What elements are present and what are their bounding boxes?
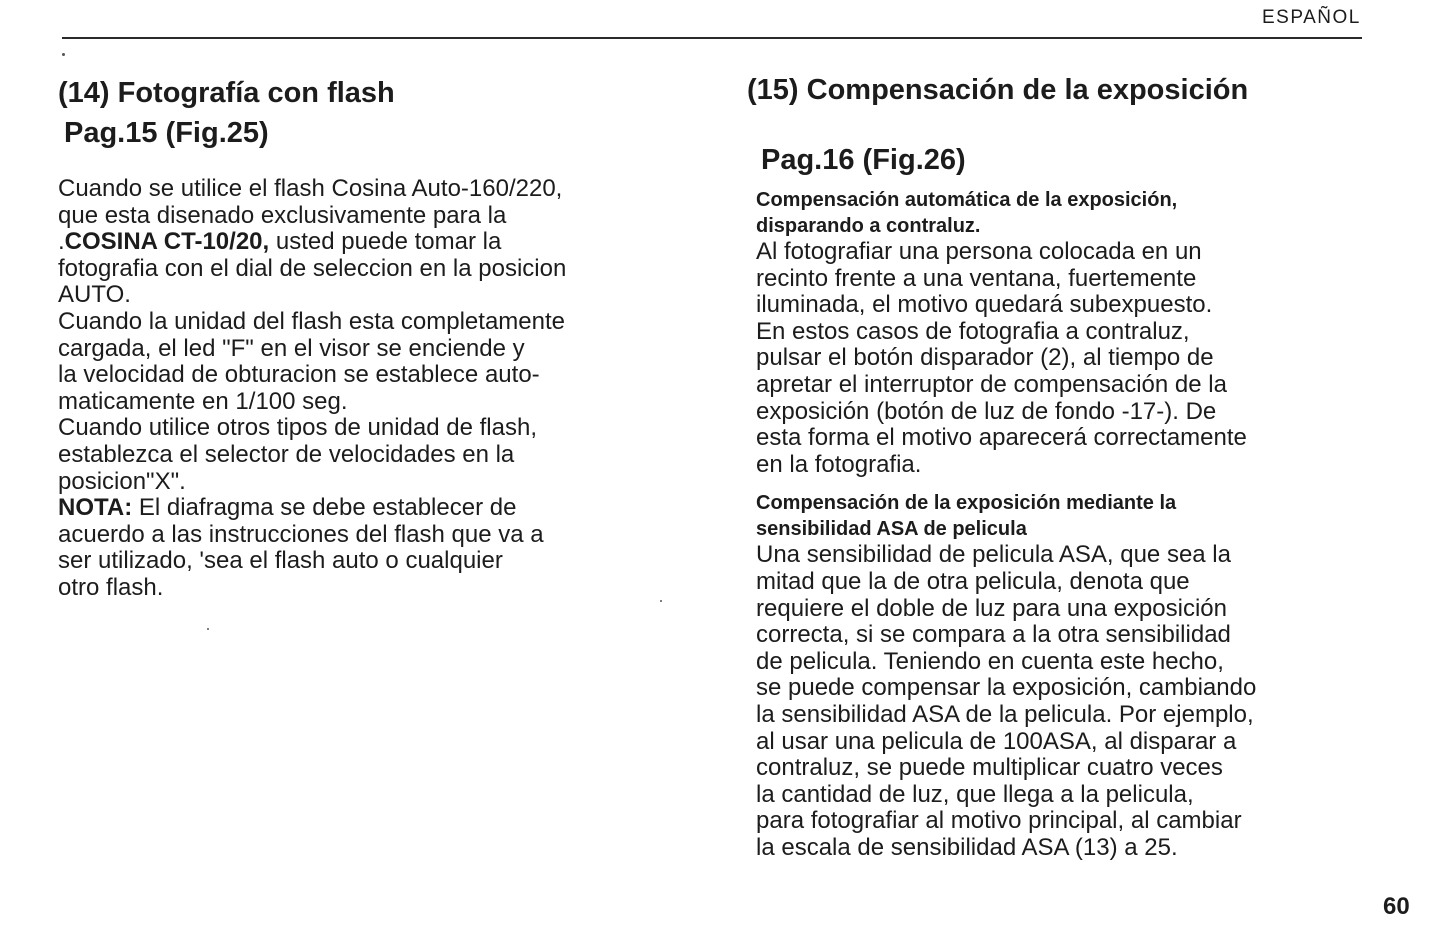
line-text: Cuando la unidad del flash esta completamente xyxy=(58,307,565,335)
text-line: la sensibilidad ASA de la pelicula. Por ejemplo, xyxy=(756,700,1254,728)
text-line: de pelicula. Teniendo en cuenta este hecho, xyxy=(756,647,1224,675)
text-line: mitad que la de otra pelicula, denota que xyxy=(756,567,1190,595)
language-label: ESPAÑOL xyxy=(1262,7,1361,28)
text-line xyxy=(58,415,708,442)
section-title: (14) Fotografía con flash xyxy=(58,77,395,109)
bold-term: NOTA: xyxy=(58,494,133,522)
scan-speck xyxy=(62,53,65,56)
section-title: (15) Compensación de la exposición xyxy=(747,74,1249,106)
text-line: esta forma el motivo aparecerá correctamente xyxy=(756,424,1247,452)
line-text: otro flash. xyxy=(58,573,164,601)
page-number: 60 xyxy=(1383,893,1410,920)
text-line: para fotografiar al motivo principal, al cambiar xyxy=(756,807,1242,835)
text-line xyxy=(58,256,708,283)
text-line: la escala de sensibilidad ASA (13) a 25. xyxy=(756,833,1178,861)
text-line xyxy=(58,495,708,522)
line-text: acuerdo a las instrucciones del flash que va a xyxy=(58,520,544,548)
subheading-line: Compensación de la exposición mediante la xyxy=(756,492,1177,515)
subheading-asa xyxy=(756,490,1396,542)
line-text: la velocidad de obturacion se establece auto- xyxy=(58,361,540,389)
bold-term: COSINA CT-10/20, xyxy=(64,228,270,256)
flash-body-text xyxy=(58,176,708,602)
text-line xyxy=(58,362,708,389)
text-line: correcta, si se compara a la otra sensibilidad xyxy=(756,621,1231,649)
text-line: Una sensibilidad de pelicula ASA, que sea la xyxy=(756,541,1231,569)
line-prefix: . xyxy=(58,228,65,256)
text-line xyxy=(58,522,708,549)
text-line xyxy=(58,176,708,203)
line-text: maticamente en 1/100 seg. xyxy=(58,387,348,415)
text-line: al usar una pelicula de 100ASA, al disparar a xyxy=(756,727,1237,755)
subheading-backlight xyxy=(756,187,1396,239)
line-text: AUTO. xyxy=(58,281,131,309)
line-text: Cuando se utilice el flash Cosina Auto-160/220, xyxy=(58,175,563,202)
backlight-body-text xyxy=(756,239,1396,478)
page-reference: Pag.16 (Fig.26) xyxy=(761,144,966,176)
text-line xyxy=(58,282,708,309)
header-rule xyxy=(62,37,1362,39)
text-line xyxy=(58,442,708,469)
text-line: requiere el doble de luz para una exposición xyxy=(756,594,1227,622)
text-line xyxy=(58,309,708,336)
text-line: recinto frente a una ventana, fuertemente xyxy=(756,264,1197,292)
text-line: en la fotografia. xyxy=(756,450,922,478)
page-reference: Pag.15 (Fig.25) xyxy=(64,117,269,149)
subheading-line: sensibilidad ASA de pelicula xyxy=(756,518,1027,541)
line-text: fotografia con el dial de seleccion en la posicion xyxy=(58,254,567,282)
section-exposure xyxy=(747,70,1396,861)
text-line: exposición (botón de luz de fondo -17-). De xyxy=(756,397,1217,425)
text-line: pulsar el botón disparador (2), al tiempo de xyxy=(756,344,1214,372)
text-line xyxy=(58,229,708,256)
text-line: En estos casos de fotografia a contraluz, xyxy=(756,317,1190,345)
text-line xyxy=(58,389,708,416)
text-line: Al fotografiar una persona colocada en un xyxy=(756,238,1202,265)
subheading-line: disparando a contraluz. xyxy=(756,215,981,237)
line-text: usted puede tomar la xyxy=(269,228,502,256)
section-flash xyxy=(58,73,708,602)
text-line: contraluz, se puede multiplicar cuatro veces xyxy=(756,754,1223,782)
text-line: apretar el interruptor de compensación de la xyxy=(756,370,1227,398)
line-text: que esta disenado exclusivamente para la xyxy=(58,201,507,229)
line-text: El diafragma se debe establecer de xyxy=(132,494,517,522)
line-text: ser utilizado, 'sea el flash auto o cualquier xyxy=(58,547,503,575)
line-text: posicion"X". xyxy=(58,467,186,495)
text-line xyxy=(58,203,708,230)
asa-body-text xyxy=(756,542,1396,861)
text-line xyxy=(58,548,708,575)
text-line: iluminada, el motivo quedará subexpuesto. xyxy=(756,291,1213,319)
text-line: se puede compensar la exposición, cambiando xyxy=(756,674,1257,702)
line-text: cargada, el led "F" en el visor se enciende y xyxy=(58,334,525,362)
line-text: Cuando utilice otros tipos de unidad de flash, xyxy=(58,414,537,442)
line-text: establezca el selector de velocidades en la xyxy=(58,440,515,468)
scan-speck xyxy=(207,628,209,630)
subheading-line: Compensación automática de la exposición, xyxy=(756,189,1178,211)
text-line xyxy=(58,575,708,602)
text-line xyxy=(58,336,708,363)
text-line xyxy=(58,469,708,496)
text-line: la cantidad de luz, que llega a la pelicula, xyxy=(756,780,1194,808)
